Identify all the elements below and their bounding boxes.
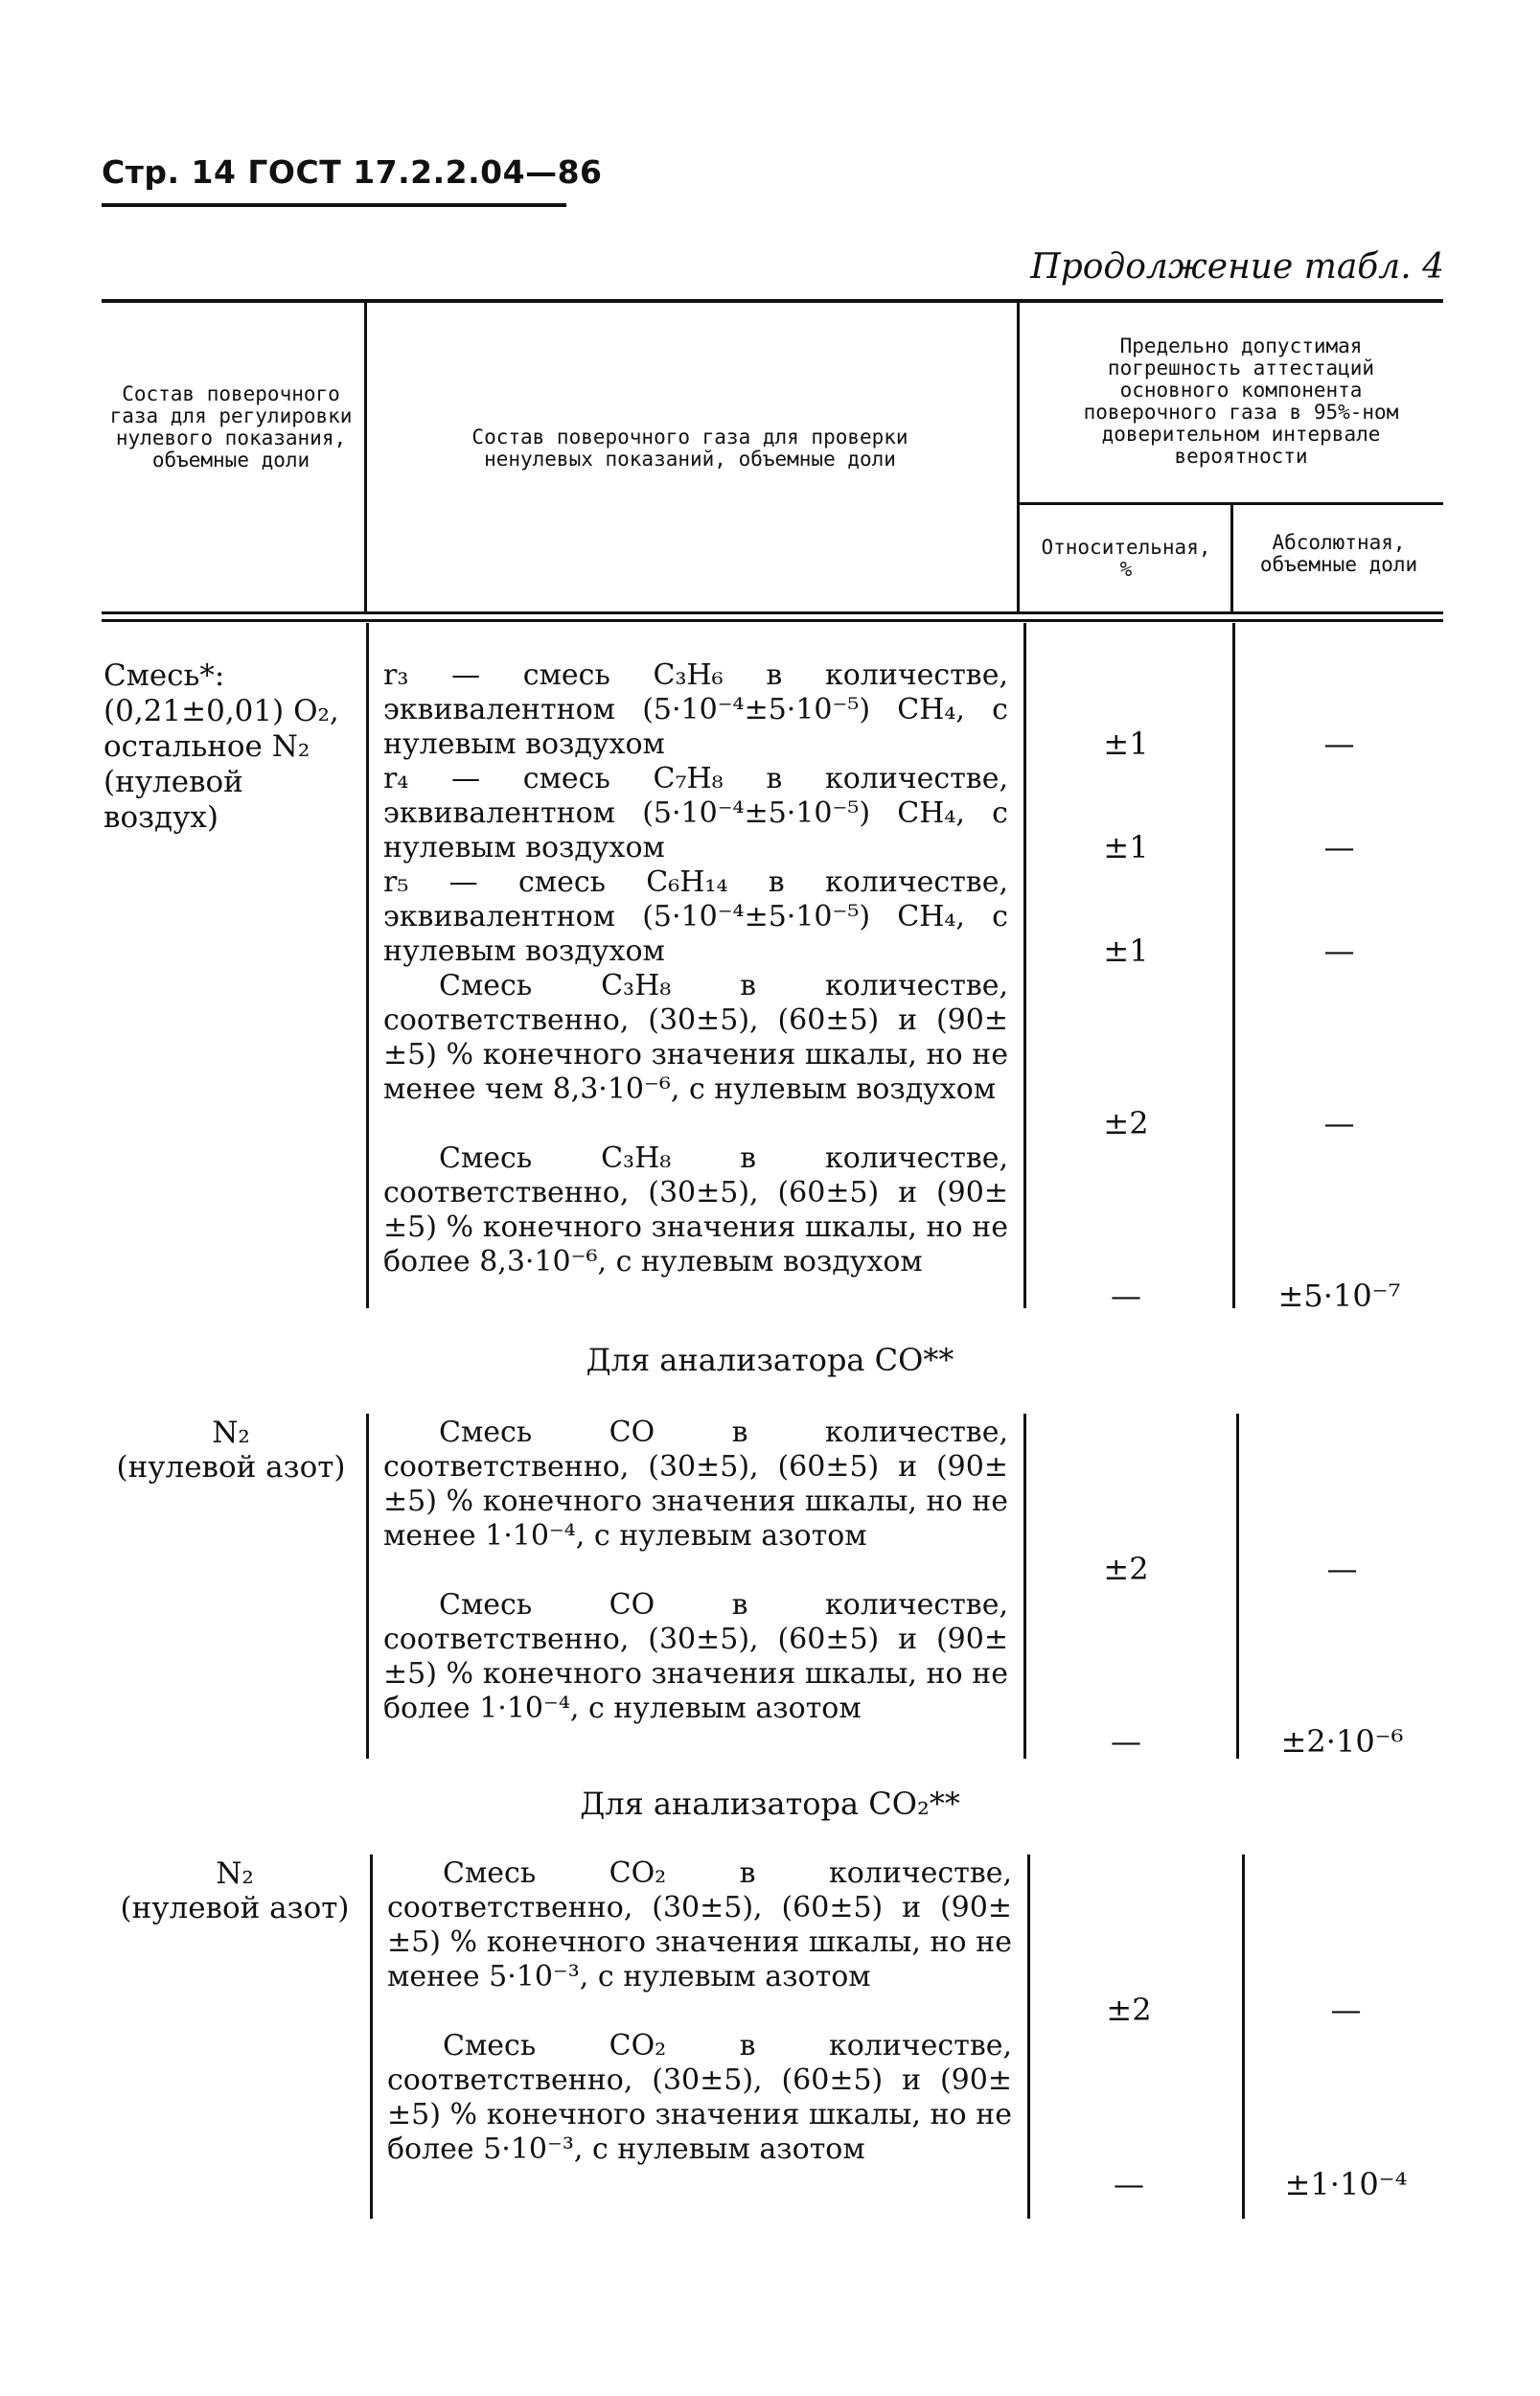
s1-row-1: r₃ — смесь C₃H₆ в количестве, эквивалентном (5·10⁻⁴±5·10⁻⁵) CH₄, с нулевым воздухом [383, 658, 1008, 761]
header-divider-2 [1017, 303, 1020, 611]
s3-zero-gas-label: (нулевой азот) [120, 1891, 350, 1925]
s1-row-3: r₅ — смесь C₆H₁₄ в количестве, эквивалентном (5·10⁻⁴±5·10⁻⁵) CH₄, с нулевым воздухом [383, 865, 1008, 968]
s1-divider-2 [1023, 623, 1026, 1308]
s2-zero-gas-formula: N₂ [212, 1416, 250, 1450]
s1-row-4-abs: — [1323, 1105, 1355, 1141]
s1-row-3-abs: — [1323, 933, 1355, 969]
s2-row-2-abs: ±2·10⁻⁶ [1280, 1723, 1404, 1760]
s3-row-1: Смесь CO₂ в количестве, соответственно, (30±5), (60±5) и (90±±5) % конечного значения шкалы, но не менее 5·10⁻³, с нулевым азотом [387, 1856, 1012, 1993]
col1-header: Состав поверочного газа для регулировки нулевого показания, объемные доли [109, 382, 353, 472]
section-title-co2: Для анализатора CO₂** [580, 1785, 960, 1822]
page-header: Стр. 14 ГОСТ 17.2.2.04—86 [102, 153, 603, 191]
header-bottom-rule-2 [102, 619, 1443, 622]
s2-row-2: Смесь CO в количестве, соответственно, (30±5), (60±5) и (90±±5) % конечного значения шкалы, но не более 1·10⁻⁴, с нулевым азотом [383, 1588, 1008, 1725]
s1-row-5-abs: ±5·10⁻⁷ [1277, 1278, 1401, 1314]
s1-row-2-rel: ±1 [1103, 829, 1149, 865]
s3-zero-gas-formula: N₂ [216, 1856, 254, 1891]
s3-row-2: Смесь CO₂ в количестве, соответственно, (30±5), (60±5) и (90±±5) % конечного значения шкалы, но не более 5·10⁻³, с нулевым азотом [387, 2029, 1012, 2166]
s1-zero-gas: Смесь*: (0,21±0,01) O₂, остальное N₂ (нулевой воздух) [103, 658, 339, 835]
s1-row-5: Смесь C₃H₈ в количестве, соответственно, (30±5), (60±5) и (90±±5) % конечного значения шкалы, но не более 8,3·10⁻⁶, с нулевым воздухом [383, 1141, 1008, 1279]
col3-header: Предельно допустимая погрешность аттестаций основного компонента поверочного газа в 95%-ном доверительном интервале вероятности [1083, 334, 1399, 468]
table-top-rule [102, 299, 1443, 303]
s1-row-1-abs: — [1323, 726, 1355, 762]
section-title-co: Для анализатора CO** [586, 1342, 954, 1378]
s2-zero-gas-label: (нулевой азот) [116, 1450, 346, 1485]
s1-row-5-rel: — [1111, 1278, 1141, 1314]
col3a-header: Относительная, % [1041, 536, 1211, 581]
s3-divider-2 [1027, 1855, 1030, 2219]
s2-divider-1 [366, 1414, 369, 1759]
continuation-label: Продолжение табл. 4 [1030, 247, 1444, 287]
s3-divider-3 [1242, 1855, 1245, 2219]
s3-row-2-abs: ±1·10⁻⁴ [1284, 2166, 1408, 2202]
header-bottom-rule-1 [102, 611, 1443, 614]
s1-row-1-rel: ±1 [1103, 726, 1149, 762]
s1-row-2: r₄ — смесь C₇H₈ в количестве, эквивалентном (5·10⁻⁴±5·10⁻⁵) CH₄, с нулевым воздухом [383, 762, 1008, 864]
s1-row-4-rel: ±2 [1103, 1105, 1149, 1141]
s3-row-1-abs: — [1330, 1992, 1362, 2028]
s1-divider-1 [366, 623, 369, 1308]
s1-row-3-rel: ±1 [1103, 933, 1149, 969]
s2-row-1: Смесь CO в количестве, соответственно, (30±5), (60±5) и (90±±5) % конечного значения шкалы, но не менее 1·10⁻⁴, с нулевым азотом [383, 1416, 1008, 1553]
s3-row-1-rel: ±2 [1106, 1992, 1152, 2028]
s1-divider-3 [1232, 623, 1235, 1308]
s1-row-2-abs: — [1323, 829, 1355, 865]
s2-row-2-rel: — [1111, 1723, 1141, 1760]
header-divider-3 [1230, 505, 1233, 611]
header-underline [102, 203, 566, 207]
s1-row-4: Смесь C₃H₈ в количестве, соответственно, (30±5), (60±5) и (90±±5) % конечного значения шкалы, но не менее чем 8,3·10⁻⁶, с нулевым воздухом [383, 969, 1008, 1106]
s2-row-1-abs: — [1326, 1551, 1358, 1587]
s2-divider-2 [1023, 1414, 1026, 1759]
s3-divider-1 [370, 1855, 373, 2219]
header-divider-1 [364, 303, 367, 611]
col2-header: Состав поверочного газа для проверки ненулевых показаний, объемные доли [471, 426, 908, 471]
col3b-header: Абсолютная, объемные доли [1259, 531, 1418, 576]
s2-row-1-rel: ±2 [1103, 1551, 1149, 1587]
s3-row-2-rel: — [1114, 2166, 1144, 2202]
s2-divider-3 [1236, 1414, 1239, 1759]
